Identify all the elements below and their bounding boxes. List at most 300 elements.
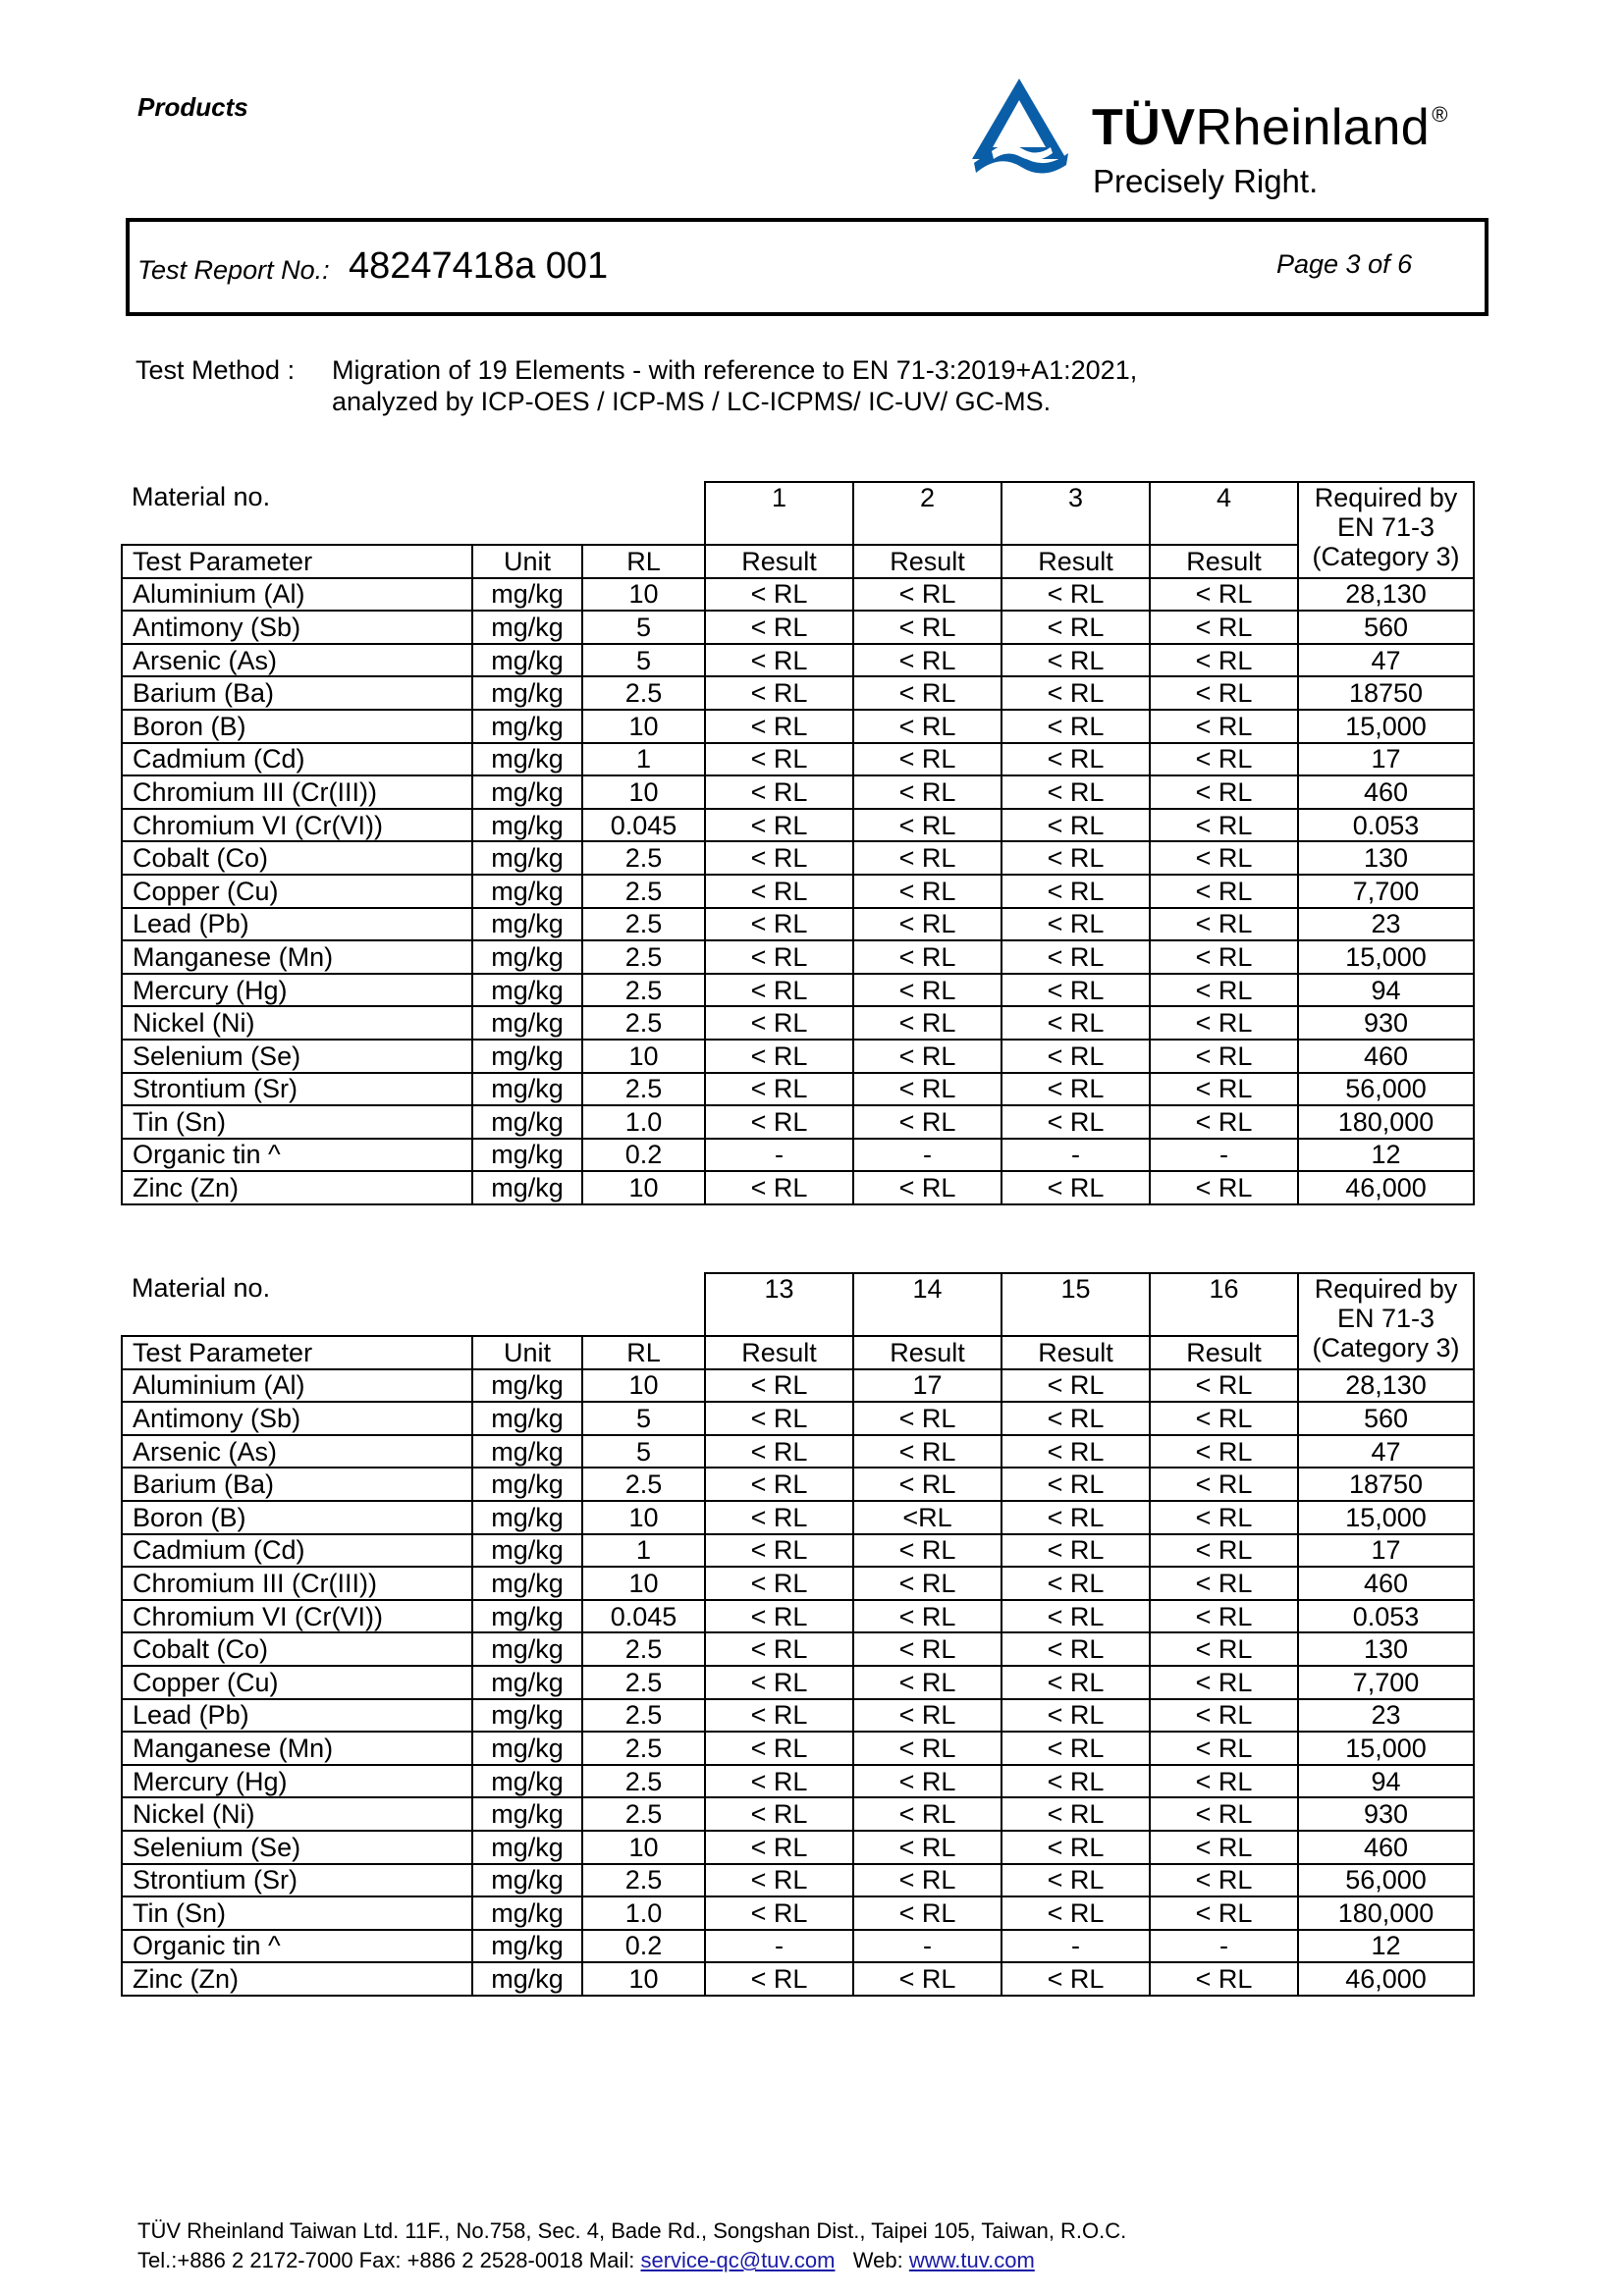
table-cell: mg/kg (472, 1797, 582, 1831)
table-cell: < RL (705, 974, 853, 1007)
test-method-line-2: analyzed by ICP-OES / ICP-MS / LC-ICPMS/ IC-UV/ GC-MS. (332, 387, 1052, 416)
parameter-name: Strontium (Sr) (122, 1864, 472, 1897)
table-cell: < RL (853, 578, 1001, 612)
column-header: Result (1150, 1336, 1298, 1369)
table-cell: mg/kg (472, 974, 582, 1007)
table-cell: 18750 (1298, 676, 1474, 710)
table-cell: 2.5 (582, 1732, 705, 1765)
table-cell: < RL (853, 743, 1001, 776)
table-cell: < RL (705, 1600, 853, 1633)
parameter-name: Organic tin ^ (122, 1139, 472, 1172)
table-cell: < RL (705, 578, 853, 612)
table-cell: < RL (705, 1797, 853, 1831)
table-cell: < RL (853, 1699, 1001, 1733)
table-row (122, 1831, 1474, 1864)
table-cell: 0.053 (1298, 1600, 1474, 1633)
table-cell: < RL (853, 1797, 1001, 1831)
parameter-name: Manganese (Mn) (122, 1732, 472, 1765)
column-header: Test Parameter (122, 545, 472, 578)
table-cell: < RL (853, 1435, 1001, 1468)
table-cell: < RL (1150, 1666, 1298, 1699)
table-cell: < RL (705, 743, 853, 776)
table-row (122, 908, 1474, 941)
table-cell: mg/kg (472, 841, 582, 875)
parameter-name: Selenium (Se) (122, 1831, 472, 1864)
table-cell: < RL (1001, 809, 1150, 842)
table-cell: mg/kg (472, 1896, 582, 1930)
table-cell: < RL (1001, 1765, 1150, 1798)
parameter-name: Chromium VI (Cr(VI)) (122, 809, 472, 842)
parameter-name: Zinc (Zn) (122, 1962, 472, 1996)
table-cell: < RL (1150, 611, 1298, 644)
brand-logo-text (1092, 98, 1448, 157)
table-cell: 17 (1298, 743, 1474, 776)
table-row (122, 1171, 1474, 1204)
table-row (122, 1765, 1474, 1798)
table-cell: mg/kg (472, 1864, 582, 1897)
column-header: Unit (472, 545, 582, 578)
table-cell: < RL (1001, 578, 1150, 612)
table-cell: mg/kg (472, 676, 582, 710)
parameter-name: Copper (Cu) (122, 875, 472, 908)
table-row (122, 775, 1474, 809)
table-cell: < RL (853, 841, 1001, 875)
table-cell: <RL (853, 1501, 1001, 1534)
table-row (122, 1600, 1474, 1633)
table-cell: < RL (1150, 1468, 1298, 1501)
table-cell: < RL (1001, 1632, 1150, 1666)
table-row (122, 1501, 1474, 1534)
table-cell: mg/kg (472, 1567, 582, 1600)
table-cell: 2.5 (582, 1468, 705, 1501)
table-cell: 10 (582, 1040, 705, 1073)
table-row (122, 940, 1474, 974)
table-cell: 56,000 (1298, 1073, 1474, 1106)
table-cell: 17 (853, 1369, 1001, 1403)
table-cell: 47 (1298, 644, 1474, 677)
table-cell: < RL (1001, 841, 1150, 875)
parameter-name: Arsenic (As) (122, 644, 472, 677)
table-cell: mg/kg (472, 875, 582, 908)
table-cell: 2.5 (582, 908, 705, 941)
table-cell: 0.2 (582, 1930, 705, 1963)
table-cell: mg/kg (472, 940, 582, 974)
column-header: Unit (472, 1336, 582, 1369)
table-cell: < RL (1150, 1732, 1298, 1765)
table-cell: 5 (582, 1402, 705, 1435)
table-cell: 560 (1298, 1402, 1474, 1435)
column-header: Result (1001, 1336, 1150, 1369)
parameter-name: Antimony (Sb) (122, 611, 472, 644)
table-cell: < RL (853, 809, 1001, 842)
table-cell: < RL (705, 1864, 853, 1897)
table-cell: < RL (1001, 1567, 1150, 1600)
table-row (122, 1006, 1474, 1040)
table-cell: < RL (1001, 611, 1150, 644)
table-cell: < RL (1001, 1896, 1150, 1930)
table-cell: 460 (1298, 775, 1474, 809)
footer-web-link[interactable]: www.tuv.com (908, 2248, 1035, 2272)
table-cell: < RL (1001, 974, 1150, 1007)
table-cell: 2.5 (582, 1699, 705, 1733)
table-row (122, 1435, 1474, 1468)
parameter-name: Mercury (Hg) (122, 1765, 472, 1798)
table-cell: < RL (1001, 1073, 1150, 1106)
table-cell: 5 (582, 644, 705, 677)
table-row (122, 1139, 1474, 1172)
parameter-name: Antimony (Sb) (122, 1402, 472, 1435)
table-row (122, 875, 1474, 908)
parameter-name: Barium (Ba) (122, 1468, 472, 1501)
table-cell: mg/kg (472, 1139, 582, 1172)
table-cell: 10 (582, 1369, 705, 1403)
table-cell: mg/kg (472, 1171, 582, 1204)
table-cell: < RL (705, 644, 853, 677)
table-cell: < RL (705, 611, 853, 644)
table-cell: mg/kg (472, 908, 582, 941)
table-cell: < RL (705, 1567, 853, 1600)
table-cell: < RL (853, 1567, 1001, 1600)
table-cell: < RL (853, 1534, 1001, 1568)
table-row (122, 1632, 1474, 1666)
table-cell: mg/kg (472, 578, 582, 612)
table-cell: < RL (705, 1632, 853, 1666)
footer-email-link[interactable]: service-qc@tuv.com (640, 2248, 836, 2272)
table-row (122, 1962, 1474, 1996)
section-label: Products (137, 92, 248, 122)
table-cell: mg/kg (472, 710, 582, 743)
table-cell: 2.5 (582, 1006, 705, 1040)
table-cell: < RL (705, 710, 853, 743)
table-cell: 10 (582, 775, 705, 809)
table-cell: 17 (1298, 1534, 1474, 1568)
parameter-name: Copper (Cu) (122, 1666, 472, 1699)
table-cell: 460 (1298, 1040, 1474, 1073)
column-header: RL (582, 1336, 705, 1369)
table-cell: < RL (1001, 1600, 1150, 1633)
parameter-name: Strontium (Sr) (122, 1073, 472, 1106)
table-cell: - (705, 1930, 853, 1963)
table-row (122, 743, 1474, 776)
table-cell: mg/kg (472, 1534, 582, 1568)
table-cell: < RL (705, 1732, 853, 1765)
column-header: Result (853, 1336, 1001, 1369)
material-header-row (122, 482, 1474, 545)
table-cell: < RL (705, 908, 853, 941)
parameter-name: Lead (Pb) (122, 1699, 472, 1733)
table-cell: < RL (705, 1105, 853, 1139)
table-cell: < RL (705, 1896, 853, 1930)
table-cell: < RL (1001, 1666, 1150, 1699)
table-cell: 15,000 (1298, 940, 1474, 974)
table-cell: mg/kg (472, 1073, 582, 1106)
table-cell: < RL (853, 1171, 1001, 1204)
table-cell: < RL (853, 1105, 1001, 1139)
table-cell: mg/kg (472, 1699, 582, 1733)
parameter-name: Tin (Sn) (122, 1896, 472, 1930)
page-number: Page 3 of 6 (1276, 249, 1413, 279)
table-cell: mg/kg (472, 1468, 582, 1501)
material-number: 16 (1150, 1273, 1298, 1336)
table-cell: 46,000 (1298, 1171, 1474, 1204)
parameter-name: Aluminium (Al) (122, 578, 472, 612)
table-cell: 10 (582, 710, 705, 743)
table-cell: < RL (1150, 1006, 1298, 1040)
table-row (122, 841, 1474, 875)
table-cell: < RL (1150, 578, 1298, 612)
table-cell: < RL (853, 1040, 1001, 1073)
table-cell: 10 (582, 1962, 705, 1996)
parameter-name: Manganese (Mn) (122, 940, 472, 974)
table-cell: mg/kg (472, 611, 582, 644)
table-cell: 2.5 (582, 841, 705, 875)
table-cell: < RL (1150, 775, 1298, 809)
material-number: 14 (853, 1273, 1001, 1336)
table-row (122, 1732, 1474, 1765)
table-cell: < RL (705, 1040, 853, 1073)
table-cell: 0.2 (582, 1139, 705, 1172)
table-cell: < RL (1001, 1732, 1150, 1765)
table-cell: 1 (582, 743, 705, 776)
table-cell: < RL (1150, 1073, 1298, 1106)
table-cell: < RL (1150, 1369, 1298, 1403)
required-header-line: Required by (1314, 483, 1458, 512)
test-method-line-1: Migration of 19 Elements - with reference to EN 71-3:2019+A1:2021, (332, 355, 1138, 385)
footer-address: TÜV Rheinland Taiwan Ltd. 11F., No.758, Sec. 4, Bade Rd., Songshan Dist., Taipei 105, Taiwan, R.O.C. (137, 2218, 1127, 2243)
footer-phone-fax: Tel.:+886 2 2172-7000 Fax: +886 2 2528-0018 Mail: (137, 2248, 641, 2272)
table-cell: < RL (705, 1534, 853, 1568)
table-cell: 0.053 (1298, 809, 1474, 842)
table-cell: < RL (1001, 908, 1150, 941)
table-cell: < RL (1150, 1962, 1298, 1996)
table-cell: < RL (705, 1501, 853, 1534)
table-cell: < RL (853, 1666, 1001, 1699)
table-cell: 23 (1298, 908, 1474, 941)
table-cell: 94 (1298, 974, 1474, 1007)
table-cell: 460 (1298, 1567, 1474, 1600)
table-cell: < RL (705, 1765, 853, 1798)
table-cell: < RL (1150, 1632, 1298, 1666)
table-cell: 94 (1298, 1765, 1474, 1798)
table-cell: mg/kg (472, 1831, 582, 1864)
material-number: 13 (705, 1273, 853, 1336)
table-cell: - (1150, 1930, 1298, 1963)
table-row (122, 578, 1474, 612)
table-cell: < RL (705, 1006, 853, 1040)
table-cell: < RL (1001, 1105, 1150, 1139)
parameter-name: Chromium III (Cr(III)) (122, 775, 472, 809)
parameter-name: Barium (Ba) (122, 676, 472, 710)
table-cell: 130 (1298, 1632, 1474, 1666)
table-cell: mg/kg (472, 775, 582, 809)
table-cell: < RL (705, 1468, 853, 1501)
table-row (122, 710, 1474, 743)
table-cell: < RL (1150, 1105, 1298, 1139)
table-cell: < RL (1001, 1534, 1150, 1568)
table-cell: < RL (1150, 1171, 1298, 1204)
table-cell: < RL (1001, 644, 1150, 677)
table-cell: < RL (1150, 1402, 1298, 1435)
table-cell: 18750 (1298, 1468, 1474, 1501)
material-number: 4 (1150, 482, 1298, 545)
table-cell: 2.5 (582, 875, 705, 908)
table-cell: < RL (853, 611, 1001, 644)
results-table-1 (121, 481, 1475, 1205)
table-cell: 1.0 (582, 1105, 705, 1139)
table-row (122, 1073, 1474, 1106)
table-cell: 2.5 (582, 1073, 705, 1106)
table-cell: < RL (853, 1864, 1001, 1897)
table-cell: < RL (1150, 841, 1298, 875)
table-cell: mg/kg (472, 1632, 582, 1666)
table-cell: mg/kg (472, 1040, 582, 1073)
parameter-name: Cobalt (Co) (122, 1632, 472, 1666)
table-cell: < RL (1001, 1501, 1150, 1534)
table-cell: < RL (1001, 1864, 1150, 1897)
table-cell: 2.5 (582, 676, 705, 710)
table-cell: 560 (1298, 611, 1474, 644)
table-cell: < RL (1001, 1006, 1150, 1040)
table-cell: 5 (582, 611, 705, 644)
parameter-name: Tin (Sn) (122, 1105, 472, 1139)
table-cell: < RL (1001, 875, 1150, 908)
table-cell: < RL (705, 1699, 853, 1733)
table-cell: 28,130 (1298, 1369, 1474, 1403)
table-cell: 10 (582, 1501, 705, 1534)
report-number-label: Test Report No.: (137, 255, 330, 285)
table-row (122, 974, 1474, 1007)
table-cell: 2.5 (582, 974, 705, 1007)
material-number: 3 (1001, 482, 1150, 545)
table-cell: < RL (1001, 940, 1150, 974)
table-cell: < RL (705, 1402, 853, 1435)
parameter-name: Cadmium (Cd) (122, 1534, 472, 1568)
table-row (122, 1699, 1474, 1733)
table-row (122, 1040, 1474, 1073)
table-cell: mg/kg (472, 743, 582, 776)
table-row (122, 611, 1474, 644)
required-header-line: EN 71-3 (1336, 512, 1435, 542)
table-cell: < RL (705, 1073, 853, 1106)
table-cell: < RL (1150, 743, 1298, 776)
table-cell: < RL (853, 908, 1001, 941)
material-no-label: Material no. (132, 1273, 271, 1303)
table-cell: mg/kg (472, 1006, 582, 1040)
parameter-name: Lead (Pb) (122, 908, 472, 941)
table-cell: < RL (853, 940, 1001, 974)
column-header: Result (1150, 545, 1298, 578)
table-cell: 2.5 (582, 1797, 705, 1831)
table-cell: 2.5 (582, 1666, 705, 1699)
table-cell: 130 (1298, 841, 1474, 875)
table-cell: - (853, 1139, 1001, 1172)
table-cell: - (1001, 1930, 1150, 1963)
parameter-name: Cobalt (Co) (122, 841, 472, 875)
table-cell: 10 (582, 1171, 705, 1204)
table-cell: mg/kg (472, 1930, 582, 1963)
required-header-line: (Category 3) (1312, 542, 1460, 571)
table-row (122, 644, 1474, 677)
parameter-name: Mercury (Hg) (122, 974, 472, 1007)
table-cell: < RL (1001, 775, 1150, 809)
table-cell: 2.5 (582, 1632, 705, 1666)
table-cell: < RL (705, 1666, 853, 1699)
table-cell: 10 (582, 1831, 705, 1864)
table-row (122, 1930, 1474, 1963)
table-row (122, 1896, 1474, 1930)
table-row (122, 676, 1474, 710)
parameter-name: Selenium (Se) (122, 1040, 472, 1073)
table-cell: < RL (853, 1468, 1001, 1501)
column-header: Result (1001, 545, 1150, 578)
table-cell: 28,130 (1298, 578, 1474, 612)
table-cell: < RL (705, 1171, 853, 1204)
material-number: 1 (705, 482, 853, 545)
table-cell: < RL (1001, 1171, 1150, 1204)
table-row (122, 1567, 1474, 1600)
table-cell: 930 (1298, 1797, 1474, 1831)
column-header: Test Parameter (122, 1336, 472, 1369)
table-cell: < RL (853, 875, 1001, 908)
column-header-row (122, 545, 1474, 578)
table-cell: < RL (853, 1073, 1001, 1106)
column-header: Result (853, 545, 1001, 578)
table-row (122, 1797, 1474, 1831)
registered-mark: ® (1432, 102, 1448, 127)
table-cell: < RL (853, 1006, 1001, 1040)
table-cell: 5 (582, 1435, 705, 1468)
table-cell: mg/kg (472, 1501, 582, 1534)
brand-bold: TÜV (1092, 99, 1196, 156)
brand-regular: Rheinland (1195, 99, 1431, 156)
table-cell: 23 (1298, 1699, 1474, 1733)
table-cell: 10 (582, 578, 705, 612)
table-cell: mg/kg (472, 1666, 582, 1699)
table-row (122, 1468, 1474, 1501)
table-cell: mg/kg (472, 1765, 582, 1798)
table-cell: 56,000 (1298, 1864, 1474, 1897)
material-no-label: Material no. (132, 482, 271, 511)
brand-tagline: Precisely Right. (1093, 163, 1319, 199)
parameter-name: Chromium VI (Cr(VI)) (122, 1600, 472, 1633)
table-cell: < RL (1001, 1962, 1150, 1996)
table-cell: 12 (1298, 1139, 1474, 1172)
material-header-row (122, 1273, 1474, 1336)
table-cell: 46,000 (1298, 1962, 1474, 1996)
required-header-line: EN 71-3 (1336, 1304, 1435, 1333)
table-cell: < RL (1150, 875, 1298, 908)
table-cell: < RL (1001, 1402, 1150, 1435)
table-cell: < RL (705, 775, 853, 809)
table-cell: 10 (582, 1567, 705, 1600)
table-cell: < RL (1150, 1864, 1298, 1897)
table-cell: < RL (705, 1831, 853, 1864)
table-cell: < RL (1001, 710, 1150, 743)
table-cell: < RL (1001, 676, 1150, 710)
table-cell: < RL (1001, 1435, 1150, 1468)
table-cell: < RL (853, 1402, 1001, 1435)
table-cell: < RL (1150, 908, 1298, 941)
table-cell: mg/kg (472, 644, 582, 677)
table-cell: 180,000 (1298, 1105, 1474, 1139)
parameter-name: Zinc (Zn) (122, 1171, 472, 1204)
table-cell: 2.5 (582, 1765, 705, 1798)
table-cell: 0.045 (582, 1600, 705, 1633)
table-cell: < RL (1150, 940, 1298, 974)
table-cell: < RL (1150, 1040, 1298, 1073)
table-cell: < RL (1150, 1831, 1298, 1864)
table-cell: mg/kg (472, 1962, 582, 1996)
